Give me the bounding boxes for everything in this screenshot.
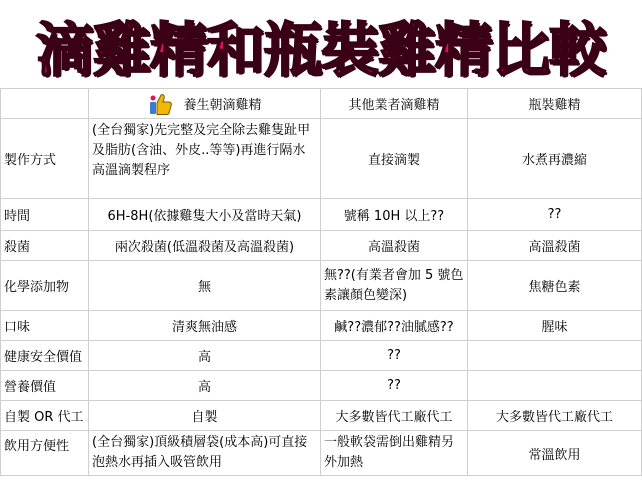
- brand-cell: 自製: [89, 401, 321, 431]
- row-label: 殺菌: [1, 231, 89, 261]
- other-cell: 大多數皆代工廠代工: [321, 401, 468, 431]
- bottled-cell: ??: [468, 199, 642, 231]
- row-label: 健康安全價值: [1, 341, 89, 371]
- bottled-cell: 焦糖色素: [468, 261, 642, 311]
- brand-cell: 高: [89, 341, 321, 371]
- table-row: [1, 311, 642, 341]
- row-label: 化學添加物: [1, 261, 89, 311]
- table-row: [1, 401, 642, 431]
- table-row: [1, 341, 642, 371]
- brand-cell: 高: [89, 371, 321, 401]
- header-bottled: 瓶裝雞精: [468, 89, 642, 119]
- row-label: 營養價值: [1, 371, 89, 401]
- row-label: 飲用方便性: [1, 431, 89, 476]
- header-empty-cell: [1, 89, 89, 119]
- other-cell: 高溫殺菌: [321, 231, 468, 261]
- table-row: [1, 431, 642, 476]
- brand-cell: 無: [89, 261, 321, 311]
- header-brand: [89, 89, 321, 119]
- other-cell: ??: [321, 341, 468, 371]
- table-row: [1, 371, 642, 401]
- header-brand-label: 養生朝滴雞精: [183, 98, 262, 113]
- header-other: 其他業者滴雞精: [321, 89, 468, 119]
- other-cell: ??: [321, 371, 468, 401]
- bottled-cell: 水煮再濃縮: [468, 119, 642, 199]
- bottled-cell: [468, 341, 642, 371]
- bottled-cell: 常溫飲用: [468, 431, 642, 476]
- other-cell: 鹹??濃郁??油膩感??: [321, 311, 468, 341]
- bottled-cell: 大多數皆代工廠代工: [468, 401, 642, 431]
- table-row: [1, 199, 642, 231]
- thumbs-up-icon: [147, 91, 173, 117]
- bottled-cell: 腥味: [468, 311, 642, 341]
- other-cell: 無??(有業者會加 5 號色素讓顏色變深): [321, 261, 468, 311]
- row-label: 口味: [1, 311, 89, 341]
- row-label: 自製 OR 代工: [1, 401, 89, 431]
- page-title: 滴雞精和瓶裝雞精比較: [35, 16, 606, 84]
- comparison-table: [0, 88, 642, 476]
- brand-cell: (全台獨家)頂級積層袋(成本高)可直接泡熱水再插入吸管飲用: [89, 431, 321, 476]
- table-header-row: [1, 89, 642, 119]
- table-row: [1, 119, 642, 199]
- table-row: [1, 261, 642, 311]
- bottled-cell: 高溫殺菌: [468, 231, 642, 261]
- other-cell: 號稱 10H 以上??: [321, 199, 468, 231]
- bottled-cell: [468, 371, 642, 401]
- brand-cell: 6H-8H(依據雞隻大小及當時天氣): [89, 199, 321, 231]
- other-cell: 一般軟袋需倒出雞精另外加熱: [321, 431, 468, 476]
- row-label: 時間: [1, 199, 89, 231]
- brand-cell: 清爽無油感: [89, 311, 321, 341]
- table-row: [1, 231, 642, 261]
- row-label: 製作方式: [1, 119, 89, 199]
- brand-cell: (全台獨家)先完整及完全除去雞隻趾甲及脂肪(含油、外皮..等等)再進行隔水高溫滴製程序: [89, 119, 321, 199]
- other-cell: 直接滴製: [321, 119, 468, 199]
- brand-cell: 兩次殺菌(低溫殺菌及高溫殺菌): [89, 231, 321, 261]
